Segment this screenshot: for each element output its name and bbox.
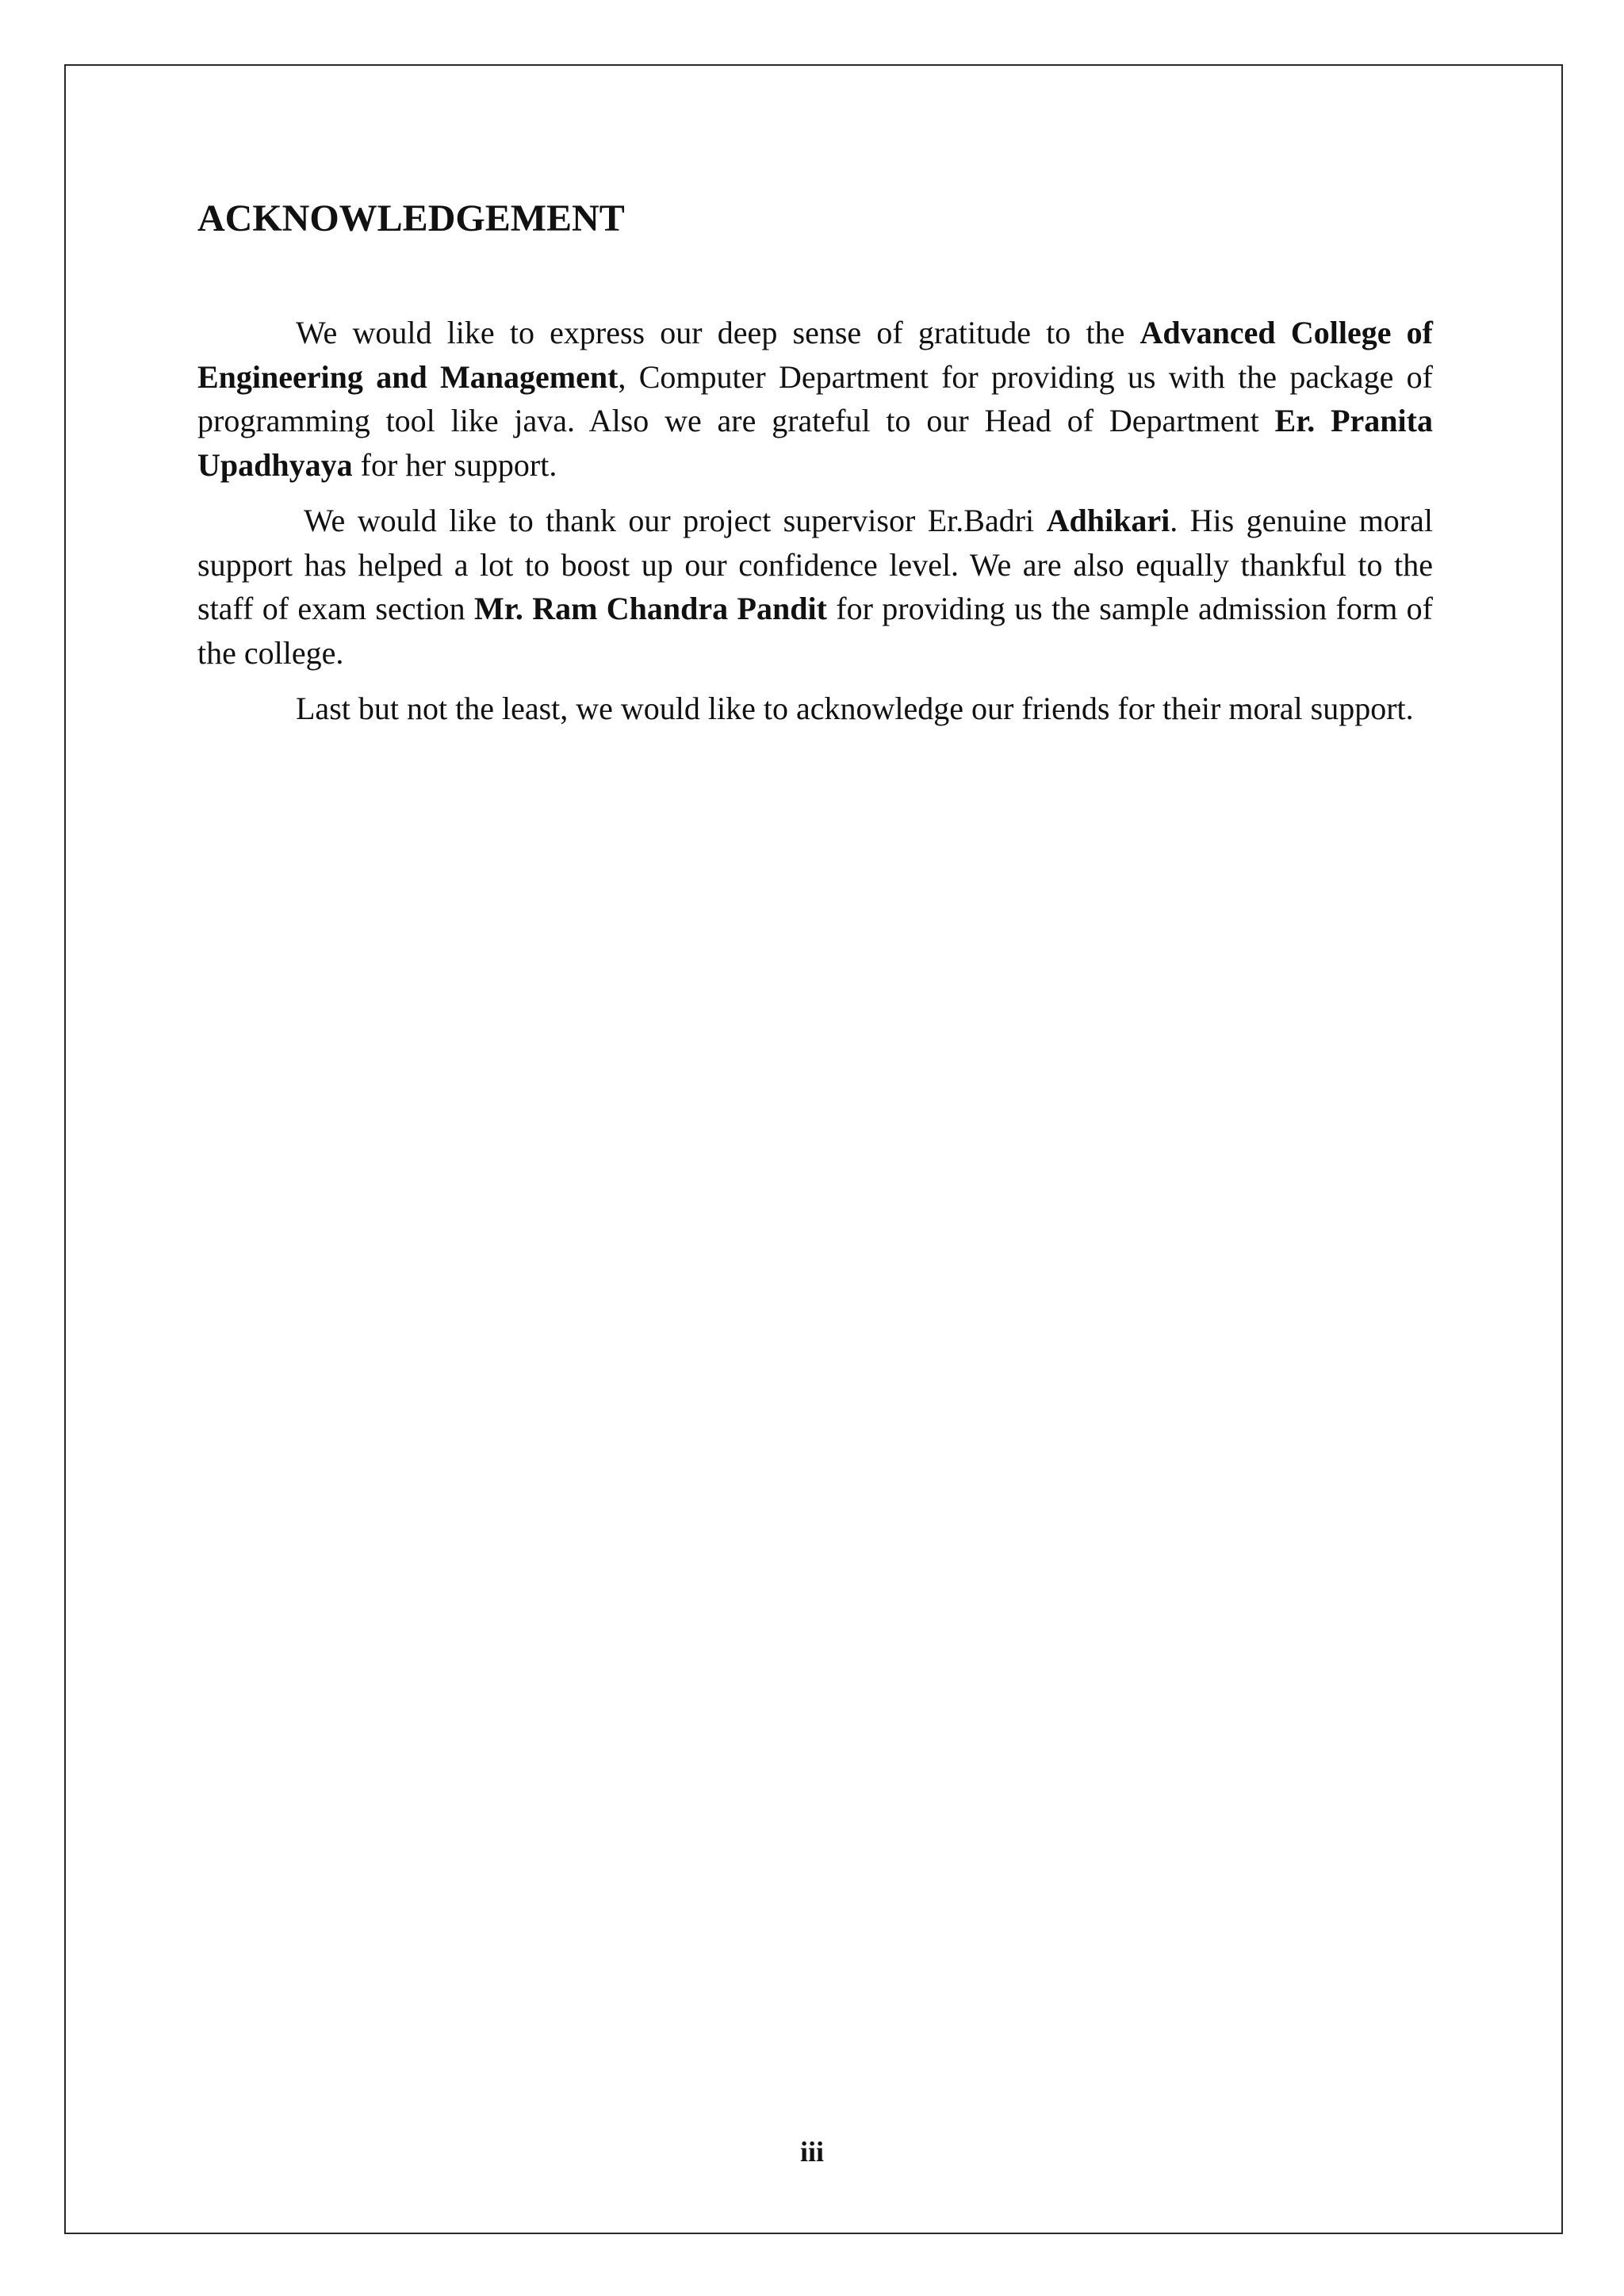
paragraph-gratitude-college	[197, 311, 1433, 487]
college-name: Advanced College of Engineering and Management	[197, 315, 1433, 395]
paragraph-text: We would like to express our deep sense of gratitude to the	[296, 315, 1140, 350]
paragraph-friends	[197, 687, 1433, 731]
paragraph-text: , Computer Department for providing us with the package of programming tool like java. Also we are grateful to our Head of Department	[197, 358, 1434, 438]
paragraph-text: for providing us the sample admission form of the college.	[197, 591, 1433, 671]
page-number: iii	[799, 2136, 824, 2168]
supervisor-surname: Adhikari	[1046, 503, 1170, 538]
document-title: ACKNOWLEDGEMENT	[197, 197, 625, 239]
paragraph-text: We would like to thank our project supervisor Er.Badri	[304, 503, 1047, 538]
paragraph-text: . His genuine moral support has helped a lot to boost up our confidence level. We are also equally thankful to the staff of exam section	[197, 503, 1433, 626]
paragraph-text: for her support.	[352, 446, 557, 483]
exam-staff-name: Mr. Ram Chandra Pandit	[474, 591, 827, 626]
paragraph-supervisor	[197, 499, 1433, 675]
hod-name: Er. Pranita Upadhyaya	[197, 403, 1433, 483]
document-body	[197, 190, 1433, 731]
paragraph-text: Last but not the least, we would like to acknowledge our friends for their moral support.	[296, 691, 1414, 726]
